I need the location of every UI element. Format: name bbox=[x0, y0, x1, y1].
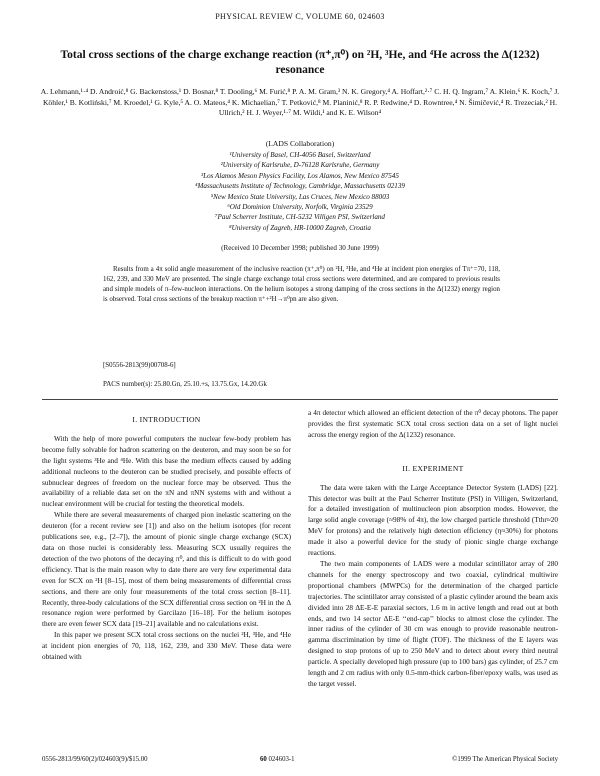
journal-header: PHYSICAL REVIEW C, VOLUME 60, 024603 bbox=[215, 12, 385, 21]
affiliation: ²University of Karlsruhe, D-76128 Karlsruhe, Germany bbox=[220, 161, 380, 170]
section-heading-introduction: I. INTRODUCTION bbox=[132, 415, 201, 424]
collaboration: (LADS Collaboration) bbox=[265, 139, 335, 148]
paragraph: With the help of more powerful computers the nuclear few-body problem has become fully solvable for hadron scattering on the deuteron, and may soon be so for the light systems ³He and ⁴He. With this base the medium effects caused by adding additional nucleons to the deuteron can be studied precisely, and possible effects of subnuclear degrees of freedom on the nuclear force may be observed. Thus the availability of a reliable data set on the πN and πNN systems with and without a nuclear environment will be crucial for testing the theoretical models. bbox=[42, 434, 291, 509]
pacs-numbers: PACS number(s): 25.80.Gn, 25.10.+s, 13.75.Gx, 14.20.Gk bbox=[103, 380, 267, 388]
doi-code: [S0556-2813(99)00708-6] bbox=[103, 362, 176, 369]
author-list: A. Lehmann,¹·⁴ D. Androić,⁸ G. Backenstoss,¹ D. Bosnar,⁸ T. Dooling,⁶ M. Furić,⁸ P. A. M. Gram,³ N. K. Gregory,⁴ A. Hoffart,²·⁷ C. H. Q. Ingram,⁷ A. Klein,⁶ K. Koch,⁷ J. Köhler,¹ B. Kotliński,⁷ M. Kroedel,¹ G. Kyle,⁵ A. O. Mateos,⁴ K. Michaelian,⁷ T. Petković,⁸ M. Planinić,⁸ R. P. Redwine,⁴ D. Rowntree,⁴ N. Šimičević,⁴ R. Trezeciak,² H. Ullrich,² H. J. Weyer,¹·⁷ M. Wildi,¹ and K. E. Wilson⁴ bbox=[40, 87, 560, 118]
paragraph: While there are several measurements of charged pion inelastic scattering on the deuteron (for a recent review see [1]) and also on the helium isotopes (for recent publications see, e.g., [2–7]), the amount of pionic single charge exchange (SCX) data on those nuclei is considerably less. Measuring SCX usually requires the detection of the two photons of the decaying π⁰, and this is difficult to do with good efficiency. That is the main reason why to date there are very few experimental data even for SCX on ²H [8–15], most of them being measurements of differential cross sections, and there are only four measurements of the total cross section [8–11]. Recently, three-body calculations of the SCX differential cross section on ²H in the Δ resonance region were performed by Garcilazo [16–18]. For the helium isotopes there are even fewer SCX data [19–21] available and no calculations exist. bbox=[42, 511, 291, 629]
affiliation: ⁷Paul Scherrer Institute, CH-5232 Villigen PSI, Switzerland bbox=[215, 213, 385, 222]
copyright: ©1999 The American Physical Society bbox=[452, 756, 558, 763]
page-number: 60 024603-1 bbox=[260, 756, 295, 763]
paragraph: The two main components of LADS were a modular scintillator array of 280 channels for the energy spectroscopy and two coaxial, cylindrical multiwire proportional chambers (MWPCs) for the determination of the charged particle trajectories. The scintillator array consisted of a plastic cylinder around the beam axis divided into 28 ΔE-E-E paraxial sectors, 1.6 m in active length and read out at both ends, and two 14 sector ΔE-E ‘‘end-cap’’ blocks to almost close the cylinder. The inner radius of the cylinder of 30 cm was enough to provide reasonable neutron-gamma discrimination by time of flight (TOF). The thickness of the E layers was designed to stop protons of up to 250 MeV and to detect about every third neutral particle. A specially developed high pressure (up to 100 bars) gas cylinder, of 25.7 cm length and 2 cm radius with only 0.5-mm-thick carbon-fiber/epoxy walls, was used as the target vessel. bbox=[308, 559, 558, 688]
affiliation: ⁵New Mexico State University, Las Cruces, New Mexico 88003 bbox=[210, 192, 390, 201]
paragraph: In this paper we present SCX total cross sections on the nuclei ²H, ³He, and ⁴He at incident pion energies of 70, 118, 162, 239, and 330 MeV. These data were obtained with bbox=[42, 631, 291, 662]
footer-code: 0556-2813/99/60(2)/024603(9)/$15.00 bbox=[42, 756, 148, 763]
right-column bbox=[308, 408, 558, 690]
paper-title: Total cross sections of the charge exchange reaction (π⁺,π⁰) on ²H, ³He, and ⁴He across the Δ(1232) resonance bbox=[60, 49, 540, 76]
affiliations bbox=[60, 150, 540, 233]
affiliation: ³Los Alamos Meson Physics Facility, Los Alamos, New Mexico 87545 bbox=[201, 171, 399, 180]
paragraph: The data were taken with the Large Acceptance Detector System (LADS) [22]. This detector was built at the Paul Scherrer Institute (PSI) in Villigen, Switzerland, for a detailed investigation of multinucleon pion absorption modes. However, the large solid angle coverage (≈98% of 4π), the low charged particle threshold (Tthr≈20 MeV for protons) and the relatively high detection efficiency (η≈30%) for photons made it also a powerful device for the study of pionic single charge exchange reactions. bbox=[308, 483, 558, 558]
abstract: Results from a 4π solid angle measurement of the inclusive reaction (π⁺,π⁰) on ²H, ³He, and ⁴He at incident pion energies of Tπ⁺=70, 118, 162, 239, and 330 MeV are presented. The single charge exchange total cross sections were determined, and are compared to previous results and simple models of π–few-nucleon interactions. On the helium isotopes a strong damping of the cross sections in the Δ(1232) energy region is observed. Total cross sections of the breakup reaction π⁺+²H→π⁰pn are also given. bbox=[103, 266, 500, 303]
paragraph-continuation: a 4π detector which allowed an efficient detection of the π⁰ decay photons. The paper provides the first systematic SCX total cross section data on a set of light nuclei across the energy region of the Δ(1232) resonance. bbox=[308, 409, 558, 439]
received-date: (Received 10 December 1998; published 30 June 1999) bbox=[221, 244, 379, 252]
affiliation: ⁶Old Dominion University, Norfolk, Virginia 23529 bbox=[227, 203, 373, 212]
divider bbox=[42, 399, 558, 400]
left-column bbox=[42, 408, 291, 663]
affiliation: ⁸University of Zagreb, HR-10000 Zagreb, Croatia bbox=[229, 223, 371, 232]
affiliation: ⁴Massachusetts Institute of Technology, Cambridge, Massachusetts 02139 bbox=[195, 182, 405, 191]
affiliation: ¹University of Basel, CH-4056 Basel, Switzerland bbox=[229, 151, 371, 159]
section-heading-experiment: II. EXPERIMENT bbox=[402, 463, 464, 473]
